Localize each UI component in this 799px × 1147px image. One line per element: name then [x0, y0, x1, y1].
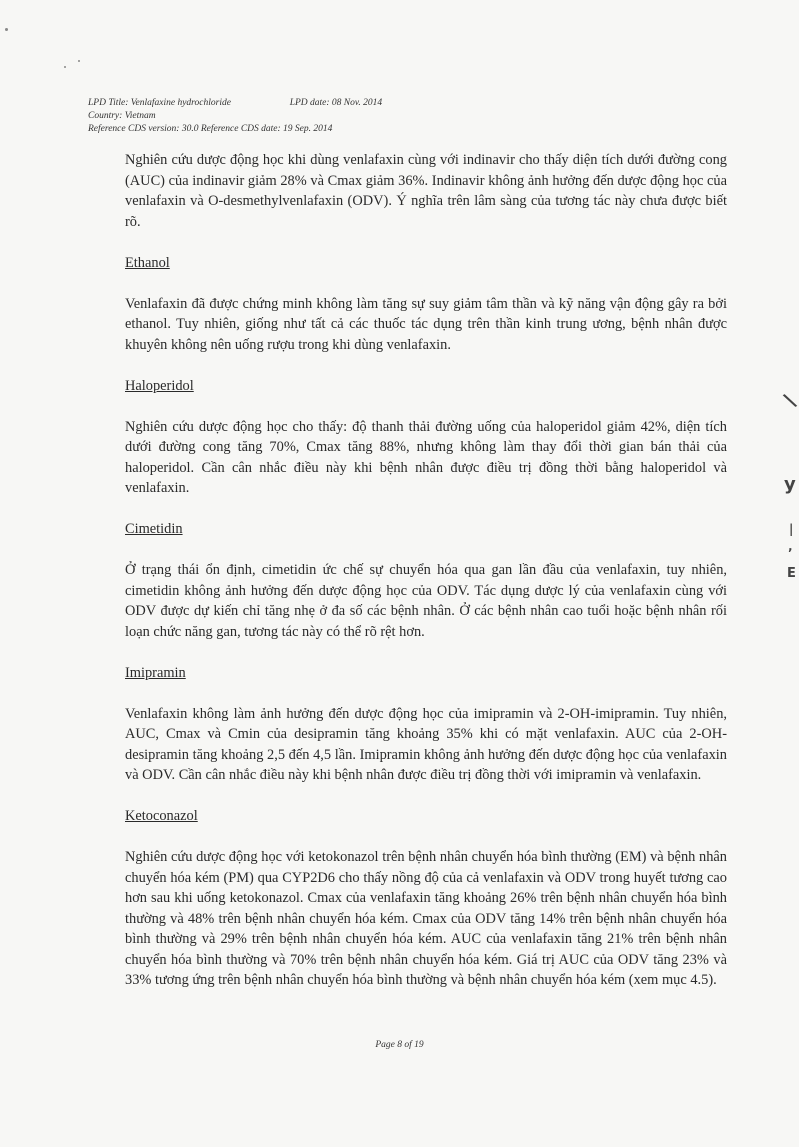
- document-header: [88, 97, 508, 136]
- header-row-title: [88, 97, 508, 110]
- section-text-ketoconazol: Nghiên cứu dược động học với ketokonazol trên bệnh nhân chuyển hóa bình thường (EM) và bệnh nhân chuyển hóa kém (PM) qua CYP2D6 cho thấy nồng độ của cả venlafaxin và ODV trong huyết tương cao hơn sau khi uống ketokonazol. Cmax của venlafaxin tăng khoảng 26% trên bệnh nhân chuyển hóa bình thường và 48% trên bệnh nhân chuyển hóa kém. Cmax của ODV tăng 14% trên bệnh nhân chuyển hóa bình thường và 29% trên bệnh nhân chuyển hóa kém. AUC của venlafaxin tăng 21% trên bệnh nhân chuyển hóa bình thường và 70% trên bệnh nhân chuyển hóa kém. Giá trị AUC của ODV tăng 23% và 33% tương ứng trên bệnh nhân chuyển hóa bình thường và bệnh nhân chuyển hóa kém (xem mục 4.5).: [125, 849, 727, 988]
- lpd-date-label: LPD date:: [289, 98, 330, 108]
- header-row-country: [88, 110, 508, 123]
- country-label: Country:: [88, 111, 123, 121]
- section-heading-cimetidin: Cimetidin: [125, 521, 183, 537]
- section-text-imipramin: Venlafaxin không làm ảnh hưởng đến dược động học của imipramin và 2-OH-imipramin. Tuy nhiên, AUC, Cmax và Cmin của desipramin tăng khoảng 35% khi có mặt venlafaxin. AUC của 2-OH-desipramin tăng khoảng 2,5 đến 4,5 lần. Imipramin không ảnh hưởng đến dược động học của venlafaxin và ODV. Cần cân nhắc điều này khi bệnh nhân được điều trị đồng thời với imipramin và venlafaxin.: [125, 705, 727, 783]
- section-text-haloperidol: Nghiên cứu dược động học cho thấy: độ thanh thải đường uống của haloperidol giảm 42%, diện tích dưới đường cong tăng 70%, Cmax tăng 88%, nhưng không làm thay đổi thời gian bán thải của haloperidol. Cần cân nhắc điều này khi bệnh nhân được điều trị đồng thời bằng haloperidol và venlafaxin.: [125, 418, 727, 496]
- edge-artifact: \: [780, 387, 799, 413]
- intro-paragraph: Nghiên cứu dược động học khi dùng venlafaxin cùng với indinavir cho thấy diện tích dưới đường cong (AUC) của indinavir giảm 28% và Cmax giảm 36%. Indinavir không ảnh hưởng đến dược động học của venlafaxin và O-desmethylvenlafaxin (ODV). Ý nghĩa trên lâm sàng của tương tác này chưa được biết rõ.: [125, 152, 727, 230]
- document-body: [125, 150, 727, 1011]
- ref-cds-version-value: 30.0: [181, 124, 199, 134]
- country-value: Vietnam: [124, 111, 156, 121]
- section-heading-ethanol: Ethanol: [125, 254, 170, 271]
- ref-cds-version-label: Reference CDS version:: [88, 124, 180, 134]
- edge-artifact: ʼ: [788, 546, 793, 560]
- lpd-title-value: Venlafaxine hydrochloride: [130, 98, 231, 108]
- ref-cds-date-label: Reference CDS date:: [200, 124, 281, 134]
- section-text-ethanol: Venlafaxin đã được chứng minh không làm tăng sự suy giảm tâm thần và kỹ năng vận động gây ra bởi ethanol. Tuy nhiên, giống như tất cả các thuốc tác dụng trên thần kinh trung ương, bệnh nhân được khuyên không nên uống rượu trong khi dùng venlafaxin.: [125, 295, 727, 353]
- edge-artifact: y: [784, 474, 796, 495]
- scan-speck: [5, 28, 8, 31]
- section-heading-ketoconazol: Ketoconazol: [125, 808, 198, 824]
- header-row-reference: [88, 123, 508, 136]
- lpd-title-label: LPD Title:: [88, 98, 129, 108]
- section-heading-haloperidol: Haloperidol: [125, 377, 194, 394]
- scan-speck: [64, 66, 66, 68]
- lpd-date-value: 08 Nov. 2014: [331, 98, 383, 108]
- edge-artifact: E: [787, 566, 796, 581]
- section-heading-imipramin: Imipramin: [125, 664, 186, 681]
- section-text-cimetidin: Ở trạng thái ổn định, cimetidin ức chế sự chuyển hóa qua gan lần đầu của venlafaxin, tuy nhiên, cimetidin không ảnh hưởng đến dược động học của ODV. Tác dụng dược lý của venlafaxin cùng với ODV được dự kiến chỉ tăng nhẹ ở đa số các bệnh nhân. Ở các bệnh nhân cao tuổi hoặc bệnh nhân rối loạn chức năng gan, tương tác này có thể rõ rệt hơn.: [125, 562, 727, 640]
- ref-cds-date-value: 19 Sep. 2014: [283, 124, 333, 134]
- scan-speck: [78, 60, 80, 62]
- edge-artifact: |: [789, 522, 794, 536]
- page-number: Page 8 of 19: [375, 1040, 424, 1050]
